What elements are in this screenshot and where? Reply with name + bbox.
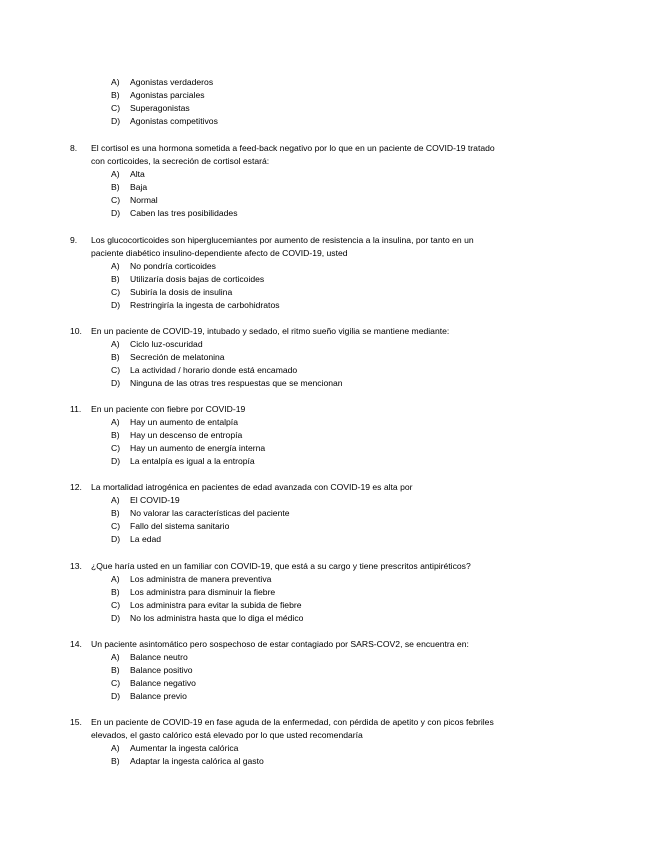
question-number: 9. [70,235,78,245]
option-text: Hay un descenso de entropía [130,430,243,440]
option-text: Caben las tres posibilidades [130,208,238,218]
option-text: Superagonistas [130,103,190,113]
option-text: La edad [130,534,162,544]
option-text: Los administra de manera preventiva [130,574,272,584]
question-text: En un paciente de COVID-19 en fase aguda de la enfermedad, con pérdida de apetito y con picos febriles [91,717,494,727]
option-letter: B) [111,90,120,100]
question-number: 13. [70,561,82,571]
option-letter: D) [111,613,121,623]
option-letter: A) [111,169,120,179]
question-number: 15. [70,717,82,727]
option-letter: D) [111,534,121,544]
option-text: Subiría la dosis de insulina [130,287,233,297]
option-letter: A) [111,495,120,505]
option-text: No valorar las características del paciente [130,508,290,518]
question-text: elevados, el gasto calórico está elevado por lo que usted recomendaría [91,730,363,740]
option-text: Los administra para disminuir la fiebre [130,587,276,597]
option-letter: C) [111,678,121,688]
question-text: paciente diabético insulino-dependiente afecto de COVID-19, usted [91,248,348,258]
option-text: Secreción de melatonina [130,352,225,362]
option-letter: D) [111,208,121,218]
option-text: Utilizaría dosis bajas de corticoides [130,274,265,284]
question-number: 12. [70,482,82,492]
question-number: 10. [70,326,82,336]
option-text: Agonistas verdaderos [130,77,214,87]
option-text: Agonistas parciales [130,90,205,100]
option-text: Aumentar la ingesta calórica [130,743,239,753]
option-letter: B) [111,430,120,440]
option-text: Agonistas competitivos [130,116,218,126]
question-text: En un paciente de COVID-19, intubado y sedado, el ritmo sueño vigilia se mantiene mediante: [91,326,450,336]
option-letter: A) [111,652,120,662]
question-text: Los glucocorticoides son hiperglucemiantes por aumento de resistencia a la insulina, por tanto en un [91,235,474,245]
option-text: Ciclo luz-oscuridad [130,339,203,349]
option-text: No pondría corticoides [130,261,216,271]
option-letter: C) [111,521,121,531]
option-text: No los administra hasta que lo diga el médico [130,613,304,623]
option-text: Balance neutro [130,652,188,662]
question-text: La mortalidad iatrogénica en pacientes de edad avanzada con COVID-19 es alta por [91,482,413,492]
option-letter: A) [111,417,120,427]
question-number: 14. [70,639,82,649]
option-text: Normal [130,195,158,205]
option-text: Ninguna de las otras tres respuestas que se mencionan [130,378,343,388]
option-letter: B) [111,274,120,284]
option-text: La actividad / horario donde está encamado [130,365,298,375]
option-letter: B) [111,587,120,597]
option-letter: D) [111,456,121,466]
option-letter: A) [111,743,120,753]
option-text: Hay un aumento de energía interna [130,443,266,453]
option-letter: D) [111,116,121,126]
option-letter: C) [111,103,121,113]
option-letter: A) [111,261,120,271]
option-letter: D) [111,691,121,701]
option-letter: B) [111,352,120,362]
option-letter: B) [111,182,120,192]
option-text: El COVID-19 [130,495,180,505]
option-letter: C) [111,443,121,453]
option-letter: C) [111,195,121,205]
option-letter: A) [111,77,120,87]
option-text: Balance positivo [130,665,193,675]
question-number: 8. [70,143,78,153]
question-text: En un paciente con fiebre por COVID-19 [91,404,246,414]
option-text: Los administra para evitar la subida de fiebre [130,600,302,610]
option-letter: A) [111,339,120,349]
question-text: con corticoides, la secreción de cortisol estará: [91,156,270,166]
option-letter: C) [111,365,121,375]
option-letter: C) [111,600,121,610]
option-text: Alta [130,169,145,179]
option-text: Balance negativo [130,678,196,688]
option-text: Hay un aumento de entalpía [130,417,238,427]
option-text: Baja [130,182,148,192]
option-letter: D) [111,300,121,310]
option-text: Adaptar la ingesta calórica al gasto [130,756,264,766]
option-text: Restringiría la ingesta de carbohidratos [130,300,280,310]
option-text: Fallo del sistema sanitario [130,521,230,531]
option-letter: A) [111,574,120,584]
option-text: Balance previo [130,691,187,701]
option-letter: C) [111,287,121,297]
question-text: El cortisol es una hormona sometida a feed-back negativo por lo que en un paciente de COVID-19 tratado [91,143,495,153]
question-text: ¿Que haría usted en un familiar con COVID-19, que está a su cargo y tiene prescritos antipiréticos? [91,561,471,571]
question-number: 11. [70,404,82,414]
option-letter: D) [111,378,121,388]
option-letter: B) [111,665,120,675]
option-letter: B) [111,508,120,518]
option-text: La entalpía es igual a la entropía [130,456,255,466]
question-text: Un paciente asintomático pero sospechoso de estar contagiado por SARS-COV2, se encuentra en: [91,639,469,649]
option-letter: B) [111,756,120,766]
